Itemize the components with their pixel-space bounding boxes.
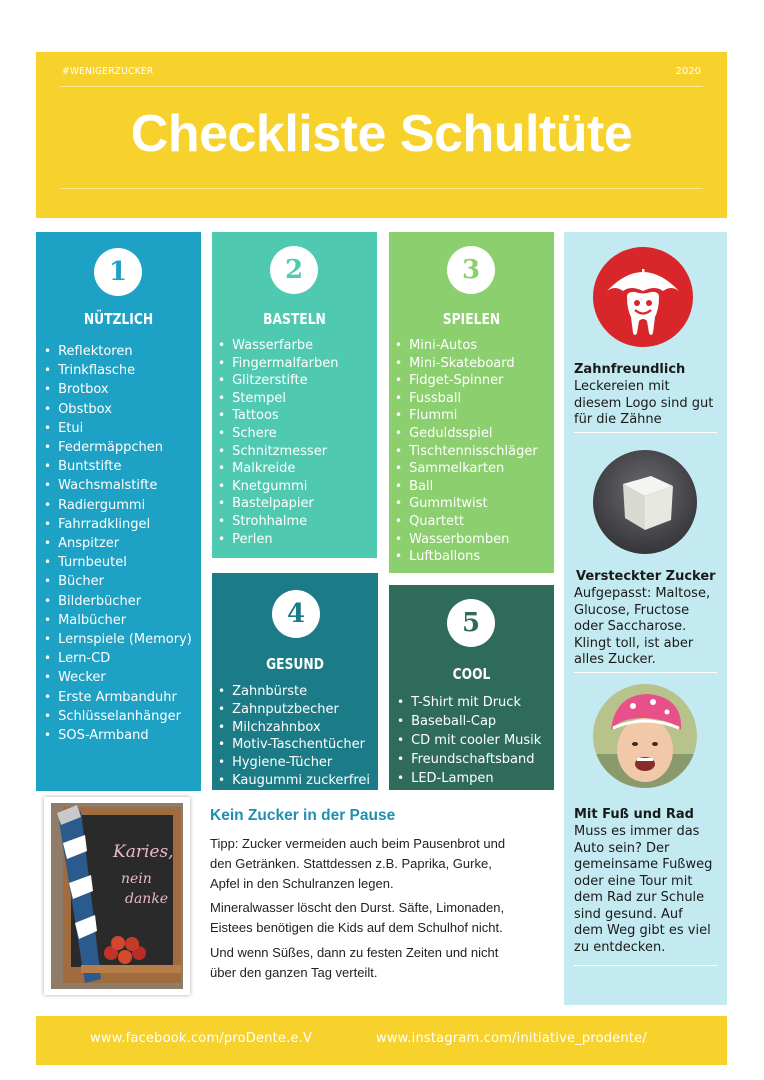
number-badge: 1 (94, 248, 142, 296)
sidebar-text-line: oder eine Tour mit (574, 873, 693, 889)
sidebar-text-line: oder Saccharose. (574, 619, 687, 634)
list-item: • Perlen (218, 531, 338, 549)
sidebar-text-line: für die Zähne (574, 412, 662, 427)
list-item: • Freundschaftsband (397, 750, 541, 769)
list-item: • Ball (395, 478, 538, 496)
list-item: • Trinkflasche (44, 361, 192, 380)
list-item: • Wasserbomben (395, 531, 538, 549)
sidebar-text-line: dem Weg gibt es viel (574, 923, 711, 938)
list-item: • Hygiene-Tücher (218, 754, 370, 772)
list-item: • SOS-Armband (44, 726, 192, 745)
chalkboard-photo (44, 797, 190, 995)
sidebar-text (574, 379, 713, 429)
list-item: • CD mit cooler Musik (397, 731, 541, 750)
list-item: • Schnitzmesser (218, 443, 338, 461)
tooth-umbrella-logo-icon (593, 247, 693, 347)
chalk-text: nein (121, 871, 152, 887)
sidebar-text-line: alles Zucker. (574, 652, 656, 667)
list-item: • Wasserfarbe (218, 337, 338, 355)
chalkboard-image (51, 803, 183, 989)
list-item: • Tattoos (218, 407, 338, 425)
list-item: • Zahnbürste (218, 683, 370, 701)
footer-banner (36, 1016, 727, 1065)
sidebar-title: Versteckter Zucker (576, 569, 716, 584)
instagram-link[interactable]: www.instagram.com/initiative_prodente/ (376, 1031, 647, 1046)
list-item: • Obstbox (44, 400, 192, 419)
category-title: NÜTZLICH (83, 310, 154, 328)
list-item: • Knetgummi (218, 478, 338, 496)
list-item: • Anspitzer (44, 534, 192, 553)
list-item: • Etui (44, 419, 192, 438)
paragraph (210, 834, 540, 894)
list-item: • Glitzerstifte (218, 372, 338, 390)
list-item: • Wachsmalstifte (44, 476, 192, 495)
category-panel-basteln (212, 232, 377, 558)
list-item: • Gummitwist (395, 495, 538, 513)
sugar-cube-photo (593, 450, 697, 554)
sidebar-text-line: dem Rad zur Schule (574, 890, 705, 905)
list-item: • Radiergummi (44, 496, 192, 515)
item-list (218, 337, 338, 548)
sidebar-text-line: sind gesund. Auf (574, 906, 683, 922)
list-item: • Schere (218, 425, 338, 443)
list-item: • LED-Lampen (397, 769, 541, 788)
paragraph (210, 898, 540, 938)
divider (574, 672, 717, 673)
child-helmet-photo (593, 684, 697, 788)
page-title: Checkliste Schultüte (130, 105, 633, 163)
list-item: • Turnbeutel (44, 553, 192, 572)
list-item: • Lern-CD (44, 649, 192, 668)
chalk-text: Karies, (113, 842, 174, 862)
header-banner (36, 52, 727, 218)
list-item: • Tischtennisschläger (395, 443, 538, 461)
list-item: • Federmäppchen (44, 438, 192, 457)
list-item: • Schlüsselanhänger (44, 707, 192, 726)
number-badge: 4 (272, 590, 320, 638)
sidebar-text (574, 824, 712, 956)
sidebar-text (574, 586, 710, 669)
sidebar-text-line: Glucose, Fructose (574, 602, 690, 618)
sidebar-text-line: gemeinsame Fußweg (574, 857, 713, 872)
sidebar-text-line: Leckereien mit (574, 379, 670, 394)
hashtag: #WENIGERZUCKER (62, 66, 154, 77)
list-item: • Sammelkarten (395, 460, 538, 478)
chalk-text: danke (125, 891, 169, 907)
header-divider (60, 188, 703, 189)
list-item: • Baseball-Cap (397, 712, 541, 731)
list-item: • Brotbox (44, 380, 192, 399)
year: 2020 (675, 66, 701, 77)
list-item: • Flummi (395, 407, 538, 425)
category-title: GESUND (266, 655, 324, 673)
item-list (395, 337, 538, 566)
list-item: • Strohhalme (218, 513, 338, 531)
list-item: • Malbücher (44, 611, 192, 630)
list-item: • Buntstifte (44, 457, 192, 476)
list-item: • Luftballons (395, 548, 538, 566)
sidebar-title: Zahnfreundlich (574, 362, 686, 377)
list-item: • Bilderbücher (44, 592, 192, 611)
paragraph-line: Mineralwasser löscht den Durst. Säfte, Limonaden, (210, 900, 505, 915)
list-item: • Fussball (395, 390, 538, 408)
sidebar-text-line: diesem Logo sind gut (574, 395, 714, 411)
info-sidebar (564, 232, 727, 1005)
sidebar-text-line: Klingt toll, ist aber (574, 635, 694, 651)
divider (574, 965, 717, 966)
list-item: • Fahrradklingel (44, 515, 192, 534)
header-divider (60, 86, 703, 87)
list-item: • Geduldsspiel (395, 425, 538, 443)
category-title: SPIELEN (442, 310, 501, 328)
item-list (44, 342, 192, 745)
paragraph-line: über den ganzen Tag verteilt. (210, 965, 378, 980)
list-item: • Quartett (395, 513, 538, 531)
list-item: • Malkreide (218, 460, 338, 478)
list-item: • T-Shirt mit Druck (397, 693, 541, 712)
category-title: COOL (452, 665, 491, 683)
sidebar-text-line: Muss es immer das (574, 824, 700, 839)
list-item: • Erste Armbanduhr (44, 688, 192, 707)
paragraph-line: Apfel in den Schulranzen legen. (210, 876, 394, 891)
number-badge: 5 (447, 599, 495, 647)
list-item: • Bastelpapier (218, 495, 338, 513)
sidebar-text-line: Aufgepasst: Maltose, (574, 586, 711, 601)
item-list (218, 683, 370, 790)
category-panel-nuetzlich (36, 232, 201, 791)
paragraph-line: Und wenn Süßes, dann zu festen Zeiten und nicht (210, 945, 499, 960)
list-item: • Fingermalfarben (218, 355, 338, 373)
list-item: • Milchzahnbox (218, 719, 370, 737)
section-title: Kein Zucker in der Pause (210, 807, 396, 824)
item-list (397, 693, 541, 788)
category-panel-cool (389, 585, 554, 790)
list-item: • Mini-Autos (395, 337, 538, 355)
sidebar-title: Mit Fuß und Rad (574, 807, 694, 822)
list-item: • Zahnputzbecher (218, 701, 370, 719)
category-panel-spielen (389, 232, 554, 573)
list-item: • Kaugummi zuckerfrei (218, 772, 370, 790)
number-badge: 2 (270, 246, 318, 294)
category-title: BASTELN (263, 310, 326, 328)
sidebar-text-line: Auto sein? Der (574, 840, 670, 856)
list-item: • Motiv-Taschentücher (218, 736, 370, 754)
list-item: • Reflektoren (44, 342, 192, 361)
paragraph (210, 943, 540, 983)
category-panel-gesund (212, 573, 378, 790)
list-item: • Stempel (218, 390, 338, 408)
paragraph-line: den Getränken. Stattdessen z.B. Paprika, Gurke, (210, 856, 492, 871)
list-item: • Mini-Skateboard (395, 355, 538, 373)
list-item: • Fidget-Spinner (395, 372, 538, 390)
list-item: • Wecker (44, 668, 192, 687)
number-badge: 3 (447, 246, 495, 294)
facebook-link[interactable]: www.facebook.com/proDente.e.V (90, 1031, 313, 1046)
list-item: • Lernspiele (Memory) (44, 630, 192, 649)
paragraph-line: Tipp: Zucker vermeiden auch beim Pausenbrot und (210, 836, 506, 851)
sidebar-text-line: zu entdecken. (574, 939, 666, 955)
paragraph-line: Eistees benötigen die Kids auf dem Schulhof nicht. (210, 920, 503, 935)
divider (574, 432, 717, 433)
list-item: • Bücher (44, 572, 192, 591)
